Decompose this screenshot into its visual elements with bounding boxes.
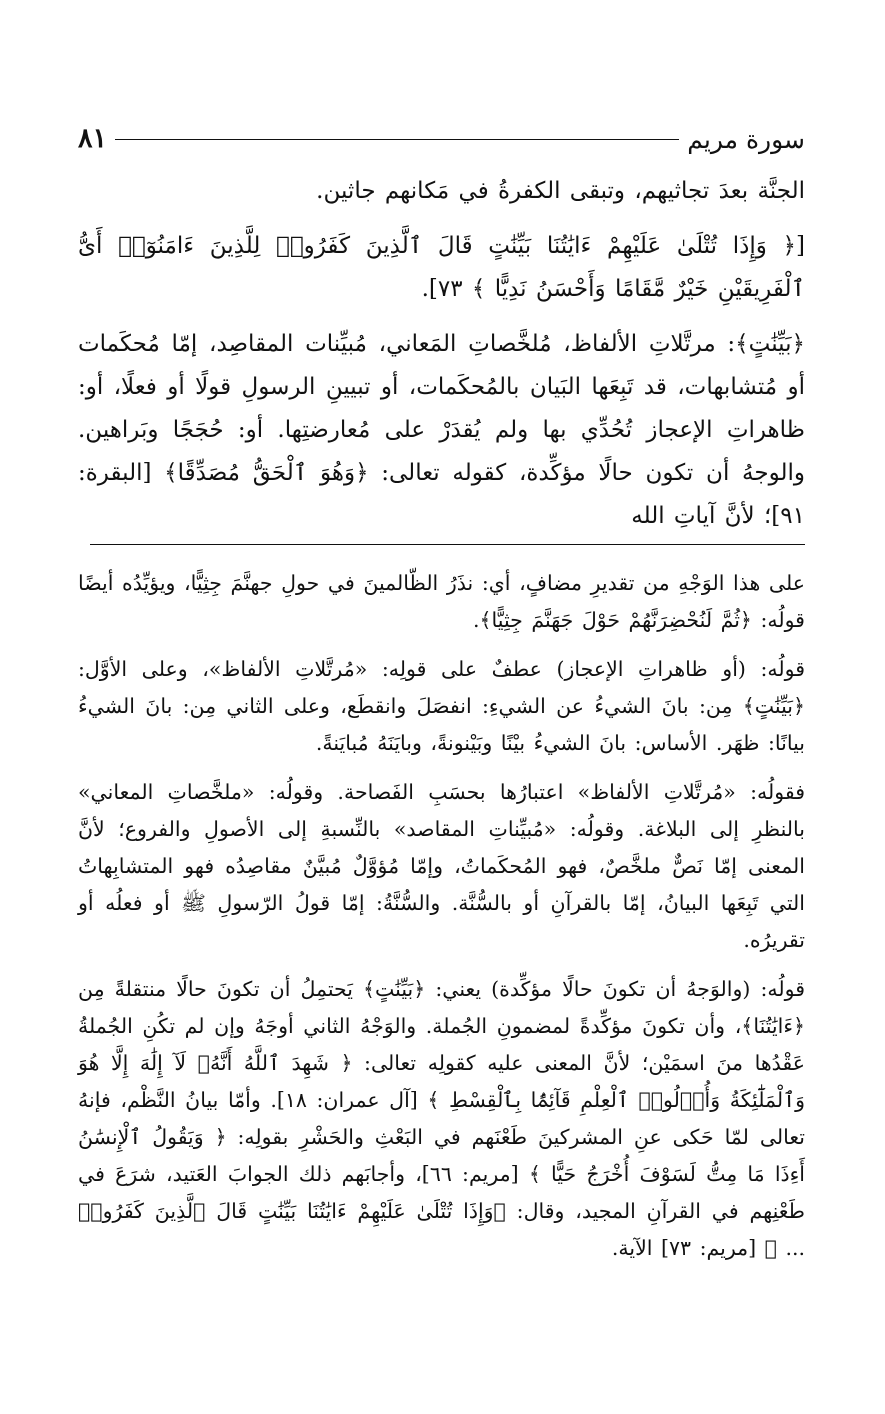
surah-title: سورة مريم	[687, 125, 805, 154]
commentary-text	[78, 565, 805, 1267]
commentary-paragraph-4: قولُه: (والوَجهُ أن تكونَ حالًا مؤكِّدة) يعني: ﴿بَيِّنَٰتٍ﴾ يَحتمِلُ أن تكونَ حالًا منتقلةً مِن ﴿ءَايَٰتُنَا﴾، وأن تكونَ مؤكِّدةً لمضمونِ الجُملة. والوَجْهُ الثاني أوجَهُ وإن لم تكُنِ الجُملةُ عَقْدُها منَ اسمَيْن؛ لأنَّ المعنى عليه كقولِه تعالى: ﴿ شَهِدَ ٱللَّهُ أَنَّهُۥ لَآ إِلَٰهَ إِلَّا هُوَ وَٱلْمَلَٰٓئِكَةُ وَأُو۟لُوا۟ ٱلْعِلْمِ قَآئِمًۢا بِٱلْقِسْطِ ﴾ [آل عمران: ١٨]. وأمّا بيانُ النَّظْم، فإنهُ تعالى لمّا حَكى عنِ المشركينَ طَعْنَهم في البَعْثِ والحَشْرِ بقولِه: ﴿ وَيَقُولُ ٱلْإِنسَٰنُ أَءِذَا مَا مِتُّ لَسَوْفَ أُخْرَجُ حَيًّا ﴾ [مريم: ٦٦]، وأجابَهم ذلك الجوابَ العَتيد، شرَعَ في طَعْنِهم في القرآنِ المجيد، وقال: ﴿وَإِذَا تُتْلَىٰ عَلَيْهِمْ ءَايَٰتُنَا بَيِّنَٰتٍ قَالَ ٱلَّذِينَ كَفَرُوا۟ ... ﴾ [مريم: ٧٣] الآية.	[78, 977, 805, 1260]
page-header	[78, 112, 805, 152]
commentary-paragraph-1: على هذا الوَجْهِ من تقديرِ مضافٍ، أي: نذَرُ الظّالمينَ في حولِ جهنَّمَ جِثِيًّا، ويؤيِّدُه أيضًا قولُه: ﴿ثُمَّ لَنُحْضِرَنَّهُمْ حَوْلَ جَهَنَّمَ جِثِيًّا﴾.	[78, 571, 805, 632]
main-paragraph-1: الجنَّة بعدَ تجاثيهم، وتبقى الكفرةُ في مَكانهم جاثين.	[316, 178, 805, 204]
main-text	[78, 170, 805, 538]
page-number: ٨١	[78, 123, 108, 154]
footnote-divider	[90, 544, 805, 545]
commentary-paragraph-3: فقولُه: «مُرتَّلاتِ الألفاظ» اعتبارُها بحسَبِ الفَصاحة. وقولُه: «ملخَّصاتِ المعاني» بالنظرِ إلى البلاغة. وقولُه: «مُبيِّناتِ المقاصد» بالنِّسبةِ إلى الأصولِ والفروع؛ لأنَّ المعنى إمّا نَصٌّ ملخَّصٌ، فهو المُحكَماتُ، وإمّا مُؤوَّلٌ مُبيَّنٌ مقاصِدُه فهو المتشابِهاتُ التي تَبِعَها البيانُ، إمّا بالقرآنِ أو بالسُّنَّة. والسُّنَّةُ: إمّا قولُ الرّسولِ ﷺ أو فعلُه أو تقريرُه.	[78, 780, 805, 952]
header-rule	[115, 139, 679, 140]
main-paragraph-3: ﴿بَيِّنَٰتٍ﴾: مرتَّلاتِ الألفاظ، مُلخَّصاتِ المَعاني، مُبيِّنات المقاصِد، إمّا مُحكَمات أو مُتشابهات، قد تَبِعَها البَيان بالمُحكَمات، أو تبيينِ الرسولِ قولًا أو فعلًا، أو: ظاهراتِ الإعجاز تُحُدِّي بها ولم يُقدَرْ على مُعارضتِها. أو: حُجَجًا وبَراهين. والوجهُ أن تكون حالًا مؤكِّدة، كقوله تعالى: ﴿وَهُوَ ٱلْحَقُّ مُصَدِّقًا﴾ [البقرة: ٩١]؛ لأنَّ آياتِ الله	[78, 331, 805, 529]
commentary-paragraph-2: قولُه: (أو ظاهراتِ الإعجاز) عطفٌ على قولِه: «مُرتَّلاتِ الألفاظ»، وعلى الأوَّل: ﴿بَيِّنَٰتٍ﴾ مِن: بانَ الشيءُ عن الشيءِ: انفصَلَ وانقطَع، وعلى الثاني مِن: بانَ الشيءُ بيانًا: ظهَر. الأساس: بانَ الشيءُ بيْنًا وبَيْنونةً، وبايَنَهُ مُبايَنةً.	[78, 657, 805, 755]
verse-paragraph: [﴿ وَإِذَا تُتْلَىٰ عَلَيْهِمْ ءَايَٰتُنَا بَيِّنَٰتٍ قَالَ ٱلَّذِينَ كَفَرُوا۟ لِلَّذِينَ ءَامَنُوٓا۟ أَىُّ ٱلْفَرِيقَيْنِ خَيْرٌ مَّقَامًا وَأَحْسَنُ نَدِيًّا ﴾ ٧٣].	[78, 233, 805, 302]
